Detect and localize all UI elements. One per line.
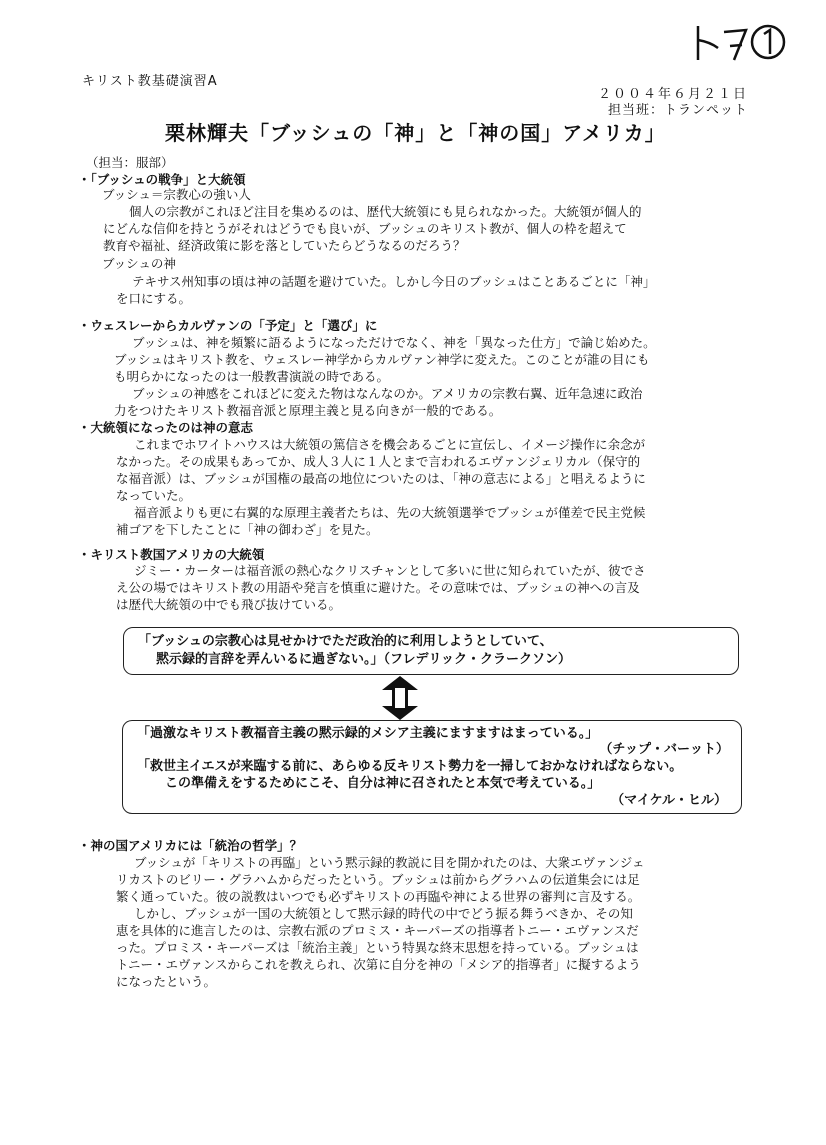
responsible-group: 担当班：トランペット [607,103,748,118]
section-heading-4: ・キリスト教国アメリカの大統領 [78,547,265,562]
handwritten-mark [690,18,790,64]
quote-attribution: （チップ・バーット） [599,742,729,757]
paragraph: 個人の宗教がこれほど注目を集めるのは、歴代大統領にも見られなかった。大統領が個人的 にどんな信仰を持とうがそれはどうでも良いが、ブッシュのキリスト教が、個人の枠を超えて 教育や福祉、経済政策に影を落としていたらどうなるのだろう？ [103,204,642,253]
quote-line: 「救世主イエスが来臨する前に、あらゆる反キリスト勢力を一掃しておかなければならない。 [137,759,683,774]
quote-box-bottom [122,720,742,814]
section-heading-1: ・「ブッシュの戦争」と大統領 [78,172,246,187]
section-heading-5: ・神の国アメリカには「統治の哲学」？ [78,838,303,853]
course-name: キリスト教基礎演習A [82,74,218,89]
subheading: ブッシュ＝宗教心の強い人 [102,187,251,202]
paragraph: ブッシュが「キリストの再臨」という黙示録的教説に目を開かれたのは、大衆エヴァンジェ リカストのビリー・グラハムからだったという。ブッシュは前からグラハムの伝道集会には足 繁く通っていた。彼の説教はいつでも必ずキリストの再臨や神による世界の審判に言及する。 しかし、ブッシュが一国の大統領として黙示録的時代の中でどう振る舞うべきか、その知 恵を具体的に進言したのは、宗教右派のプロミス・キーパーズの指導者トニー・エヴァンスだ った。プロミス・キーパーズは「統治主義」という特異な終末思想を持っている。ブッシュは トニー・エヴァンスからこれを教えられ、次第に自分を神の「メシア的指導者」に擬するよう になったという。 [116,855,645,989]
section-heading-2: ・ウェスレーからカルヴァンの「予定」と「選び」に [78,318,378,333]
paragraph: ブッシュは、神を頻繁に語るようになっただけでなく、神を「異なった仕方」で論じ始めた。 ブッシュはキリスト教を、ウェスレー神学からカルヴァン神学に変えた。このことが誰の目にも も明らかになったのは一般教書演説の時である。 ブッシュの神感をこれほどに変えた物はなんなのか。アメリカの宗教右翼、近年急速に政治 力をつけたキリスト教福音派と原理主義と見る向きが一般的である。 [114,335,656,418]
subheading: ブッシュの神 [102,256,176,271]
quote-line: この準備えをするためにこそ、自分は神に召されたと本気で考えている。」 [165,776,601,791]
section-heading-3: ・大統領になったのは神の意志 [78,420,254,435]
double-arrow-icon [378,674,422,722]
paragraph: ジミー・カーターは福音派の熱心なクリスチャンとして多いに世に知られていたが、彼でさ え公の場ではキリスト教の用語や発言を慎重に避けた。その意味では、ブッシュの神への言及 は歴代大統領の中でも飛び抜けている。 [116,563,646,612]
quote-line: 「ブッシュの宗教心は見せかけでただ政治的に利用しようとしていて、 [138,634,553,649]
quote-line: 「過激なキリスト教福音主義の黙示録的メシア主義にますますはまっている。」 [137,726,599,741]
document-date: ２００４年６月２１日 [597,87,748,102]
page-title: 栗林輝夫「ブッシュの「神」と「神の国」アメリカ」 [165,121,666,145]
quote-attribution: （マイケル・ヒル） [611,793,727,808]
paragraph: これまでホワイトハウスは大統領の篤信さを機会あるごとに宣伝し、イメージ操作に余念が なかった。その成果もあってか、成人３人に１人とまで言われるエヴァンジェリカル（保守的 な福音派）は、ブッシュが国権の最高の地位についたのは、「神の意志による」と唱えるように なっていた。 福音派よりも更に右翼的な原理主義者たちは、先の大統領選挙でブッシュが僅差で民主党候 補ゴアを下したことに「神の御わざ」を見た。 [116,437,646,537]
quote-box-top [123,627,739,675]
presenter: （担当：服部） [86,155,174,170]
quote-line: 黙示録的言辞を弄んいるに過ぎない。」（フレデリック・クラークソン） [156,652,571,667]
paragraph: テキサス州知事の頃は神の話題を避けていた。しかし今日のブッシュはことあるごとに「神」 を口にする。 [116,274,656,306]
